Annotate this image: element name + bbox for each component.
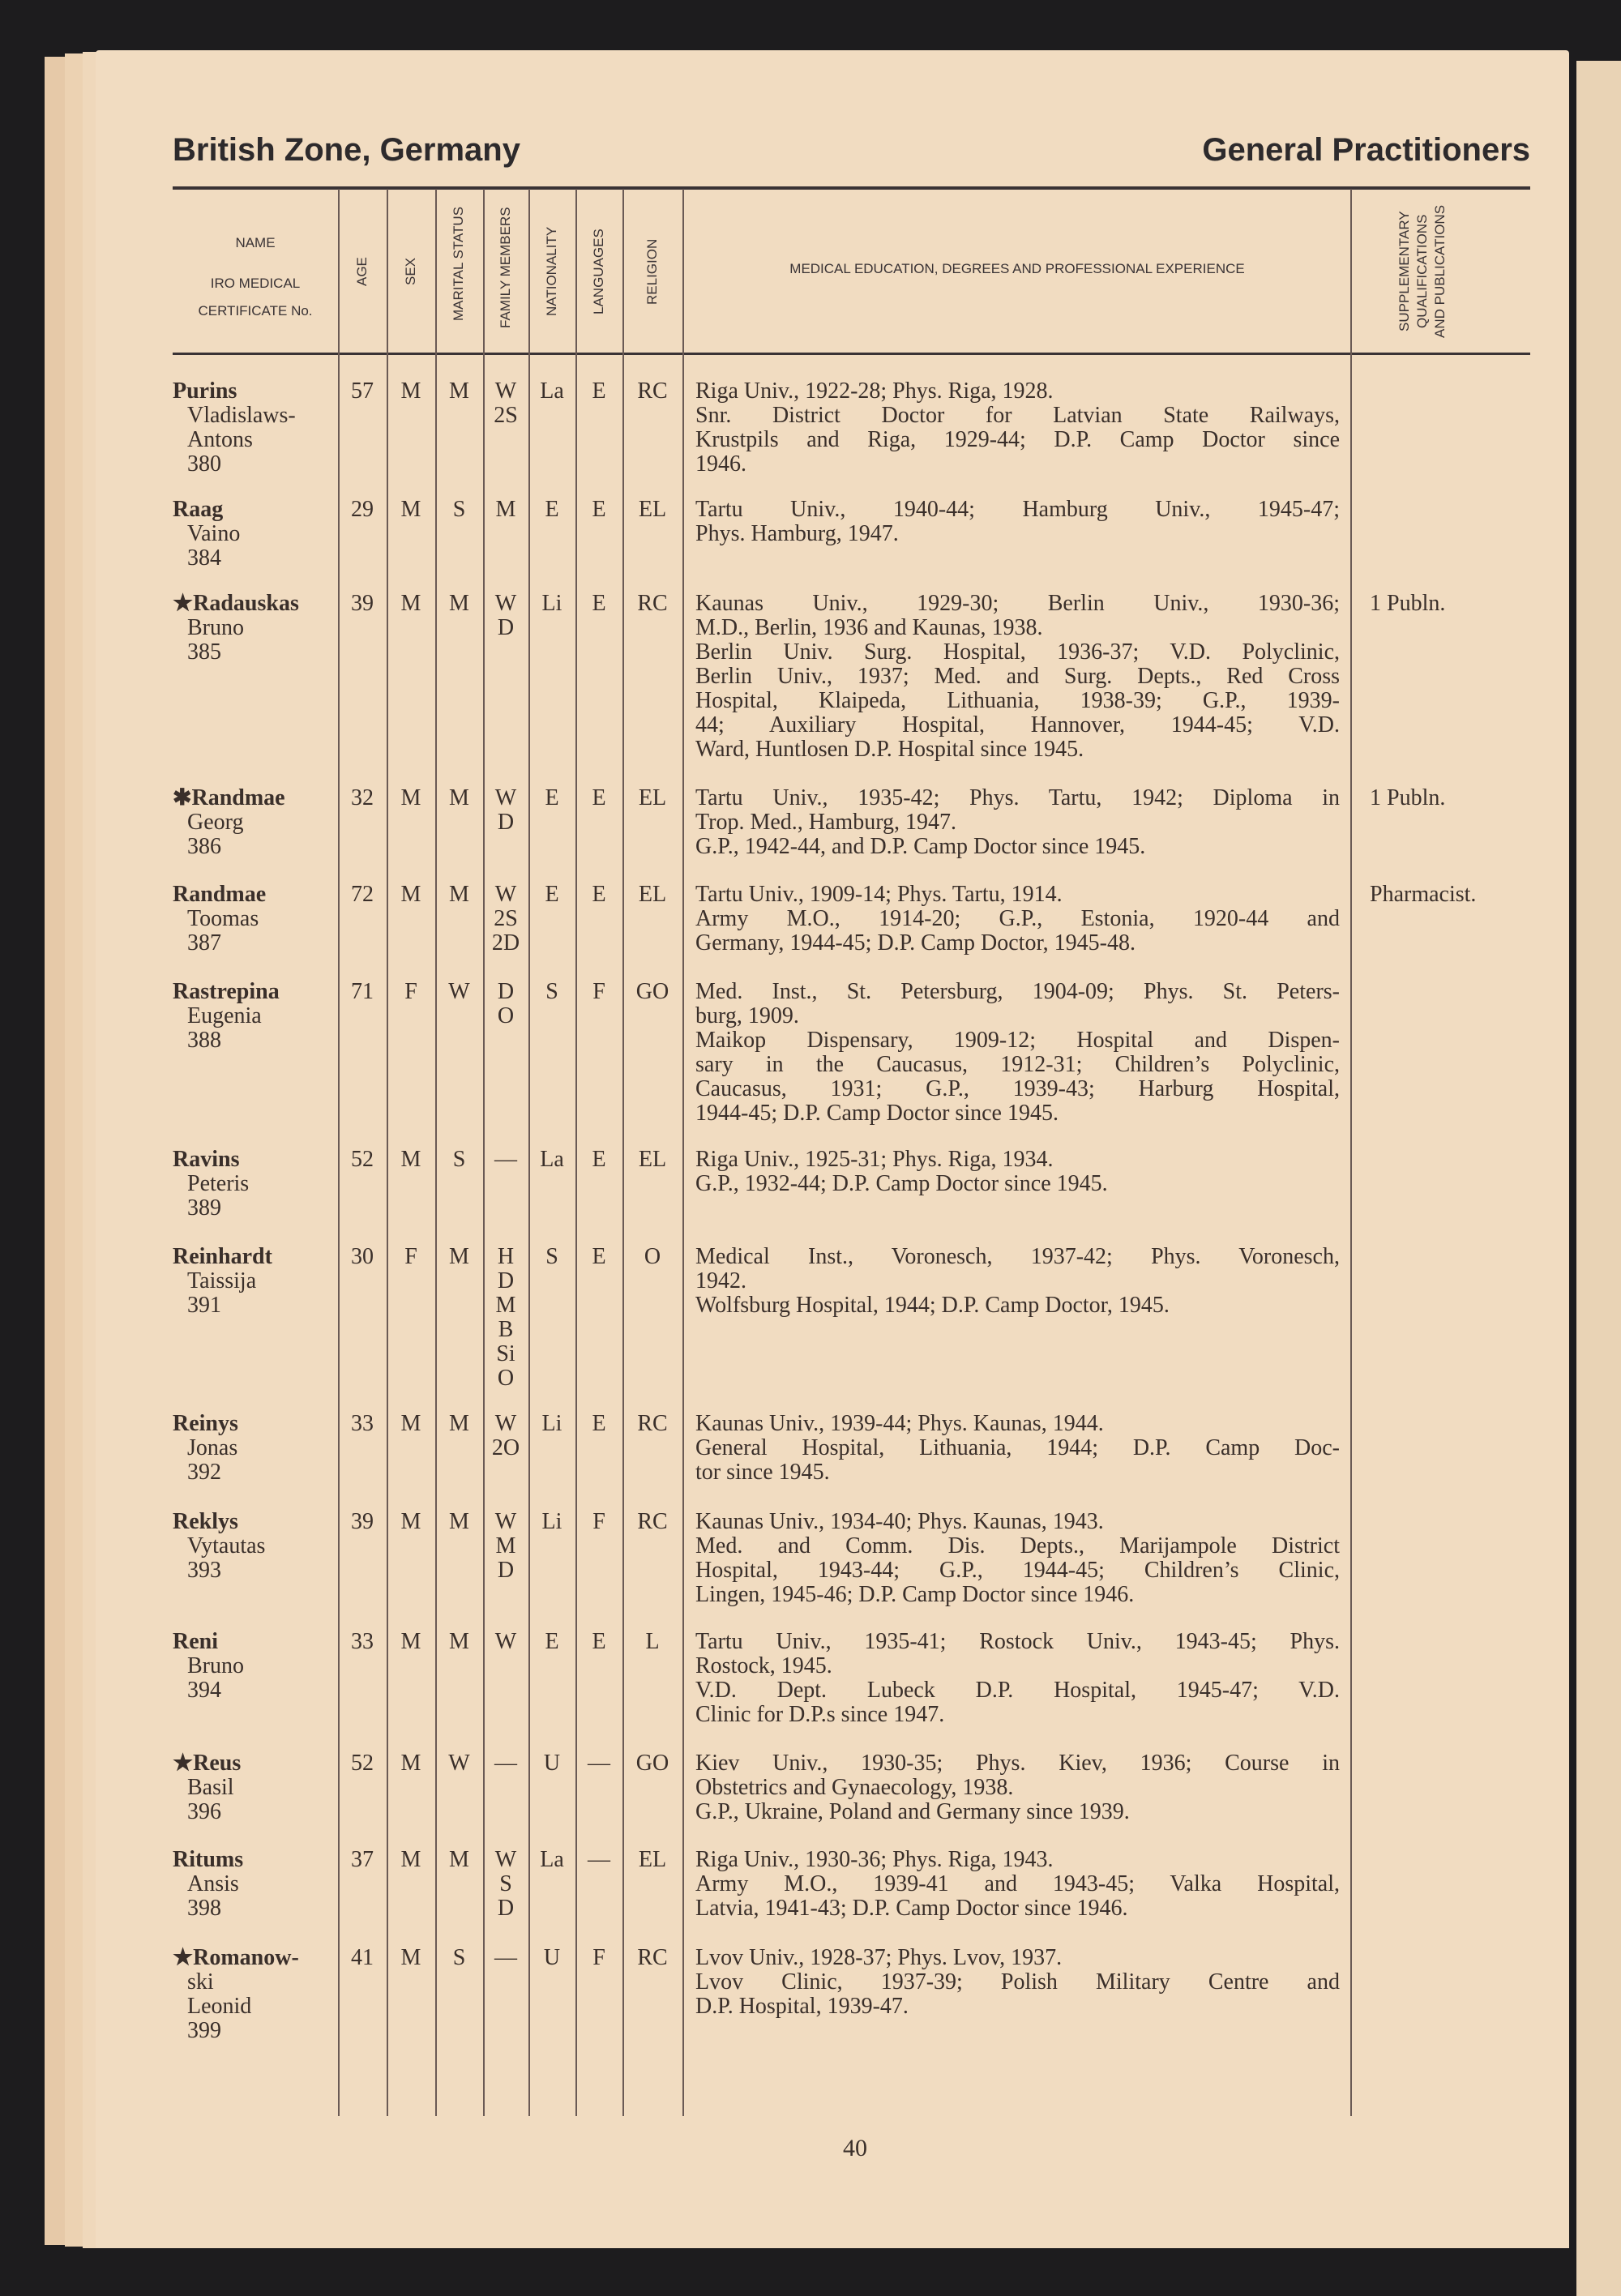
education-line: Hospital, 1943-44; G.P., 1944-45; Children’s Clinic,: [695, 1558, 1340, 1583]
education-line: tor since 1945.: [695, 1460, 830, 1485]
certificate-number: 385: [187, 639, 221, 665]
education-line: Wolfsburg Hospital, 1944; D.P. Camp Doctor, 1945.: [695, 1293, 1170, 1318]
family-cell: [483, 1848, 528, 1921]
nationality-cell: U: [543, 1751, 561, 1776]
religion-cell: RC: [637, 378, 668, 404]
education-line: Phys. Hamburg, 1947.: [695, 521, 899, 546]
surname: [173, 1510, 343, 1534]
nationality-cell: S: [545, 1244, 558, 1269]
supp-label-3: AND PUBLICATIONS: [1432, 204, 1448, 339]
age-cell: 52: [351, 1751, 374, 1776]
marital-cell: M: [449, 1509, 469, 1534]
marital-cell: M: [449, 1411, 469, 1436]
education-line: Riga Univ., 1930-36; Phys. Riga, 1943.: [695, 1847, 1054, 1872]
languages-cell: E: [592, 785, 606, 810]
education-cell: [695, 498, 1340, 546]
family-member: W: [494, 785, 517, 810]
given-name: ski: [187, 1969, 214, 1995]
languages-cell: F: [592, 979, 605, 1004]
certificate-number: 387: [187, 930, 221, 956]
age-cell: 52: [351, 1147, 374, 1172]
nationality-cell: U: [543, 1945, 561, 1970]
given-name: Jonas: [187, 1435, 238, 1460]
education-cell: [695, 1630, 1340, 1727]
given-name: Bruno: [187, 1653, 244, 1678]
education-line: M.D., Berlin, 1936 and Kaunas, 1938.: [695, 615, 1043, 640]
family-member: W: [494, 1847, 517, 1872]
certificate-number: 389: [187, 1195, 221, 1221]
family-member: —: [494, 1147, 517, 1172]
section-title: General Practitioners: [1202, 132, 1530, 168]
family-member: W: [494, 882, 517, 907]
column-header-languages: LANGUAGES: [591, 229, 606, 314]
column-header-education: MEDICAL EDUCATION, DEGREES AND PROFESSIONAL EXPERIENCE: [789, 261, 1245, 276]
education-line: Tartu Univ., 1909-14; Phys. Tartu, 1914.: [695, 882, 1063, 907]
practitioner-name: [173, 379, 343, 477]
marital-cell: M: [449, 591, 469, 616]
marital-cell: M: [449, 785, 469, 810]
star-icon: ✱: [173, 785, 192, 810]
surname: [173, 379, 343, 404]
age-cell: 71: [351, 979, 374, 1004]
education-line: Snr. District Doctor for Latvian State Railways,: [695, 403, 1340, 428]
education-line: Trop. Med., Hamburg, 1947.: [695, 810, 957, 835]
education-line: Clinic for D.P.s since 1947.: [695, 1702, 945, 1727]
given-name: Peteris: [187, 1171, 250, 1196]
column-header-supplementary: [1396, 199, 1449, 344]
sex-cell: M: [400, 1751, 421, 1776]
marital-cell: S: [452, 497, 466, 522]
family-cell: [483, 786, 528, 835]
family-member: —: [494, 1945, 517, 1970]
surname-text: Ravins: [173, 1147, 240, 1172]
education-line: Kiev Univ., 1930-35; Phys. Kiev, 1936; Course in: [695, 1751, 1340, 1776]
column-header-marital: MARITAL STATUS: [451, 206, 466, 321]
surname-text: Rastrepina: [173, 979, 280, 1004]
practitioner-name: [173, 1245, 343, 1318]
practitioner-name: [173, 786, 343, 859]
column-header-nationality: NATIONALITY: [544, 226, 559, 317]
languages-cell: E: [592, 1411, 606, 1436]
nationality-cell: E: [545, 1629, 559, 1654]
education-line: Tartu Univ., 1940-44; Hamburg Univ., 1945-47;: [695, 497, 1340, 522]
certificate-number: 396: [187, 1799, 221, 1824]
certificate-number: 384: [187, 545, 221, 571]
nationality-cell: Li: [541, 591, 562, 616]
given-name: Bruno: [187, 615, 244, 640]
sex-cell: M: [400, 882, 421, 907]
column-divider: [1350, 189, 1352, 2116]
top-rule: [173, 186, 1530, 190]
education-cell: [695, 592, 1340, 762]
marital-cell: M: [449, 1847, 469, 1872]
marital-cell: M: [449, 882, 469, 907]
family-member: W: [494, 378, 517, 404]
certificate-number: 386: [187, 834, 221, 859]
surname: [173, 883, 343, 907]
religion-cell: RC: [637, 1945, 668, 1970]
certificate-label: CERTIFICATE No.: [198, 303, 313, 319]
languages-cell: F: [592, 1509, 605, 1534]
age-cell: 39: [351, 591, 374, 616]
surname-text: Reus: [193, 1751, 242, 1776]
family-member: O: [497, 1366, 515, 1391]
family-cell: [483, 1148, 528, 1172]
family-member: M: [495, 1293, 516, 1318]
supplementary-cell: 1 Publn.: [1370, 591, 1446, 616]
given-name: Vladislaws-: [187, 403, 296, 428]
marital-cell: M: [449, 378, 469, 404]
education-line: G.P., Ukraine, Poland and Germany since 1939.: [695, 1799, 1130, 1824]
religion-cell: RC: [637, 1509, 668, 1534]
practitioner-name: [173, 1148, 343, 1221]
marital-cell: M: [449, 1244, 469, 1269]
supp-label-1: SUPPLEMENTARY: [1396, 211, 1412, 332]
religion-cell: EL: [638, 785, 667, 810]
family-member: D: [497, 810, 515, 835]
given-name: Ansis: [187, 1871, 239, 1896]
religion-cell: RC: [637, 591, 668, 616]
surname-text: Reklys: [173, 1509, 238, 1534]
family-member: H: [497, 1244, 515, 1269]
header-bottom-rule: [173, 353, 1530, 355]
star-icon: ★: [173, 591, 194, 616]
practitioner-name: [173, 1412, 343, 1485]
surname-text: Reinys: [173, 1411, 238, 1436]
certificate-number: 388: [187, 1028, 221, 1053]
family-member: W: [494, 1411, 517, 1436]
education-line: 44; Auxiliary Hospital, Hannover, 1944-45; V.D.: [695, 712, 1340, 738]
surname-text: Ritums: [173, 1847, 244, 1872]
education-line: Maikop Dispensary, 1909-12; Hospital and Dispen-: [695, 1028, 1340, 1053]
education-line: Lvov Clinic, 1937-39; Polish Military Centre and: [695, 1969, 1340, 1995]
marital-cell: W: [448, 979, 470, 1004]
surname: [173, 1630, 343, 1654]
certificate-number: 380: [187, 451, 221, 477]
education-line: Lingen, 1945-46; D.P. Camp Doctor since 1946.: [695, 1582, 1135, 1607]
family-member: 2O: [491, 1435, 520, 1460]
surname: [173, 1751, 343, 1776]
marital-cell: S: [452, 1945, 466, 1970]
education-line: burg, 1909.: [695, 1003, 799, 1028]
given-name: Toomas: [187, 906, 259, 931]
education-cell: [695, 1510, 1340, 1607]
nationality-cell: S: [545, 979, 558, 1004]
given-name: Vytautas: [187, 1533, 266, 1558]
age-cell: 57: [351, 378, 374, 404]
family-member: D: [497, 615, 515, 640]
education-line: Rostock, 1945.: [695, 1653, 832, 1678]
star-icon: ★: [173, 1945, 194, 1970]
age-cell: 41: [351, 1945, 374, 1970]
education-line: D.P. Hospital, 1939-47.: [695, 1994, 909, 2019]
supp-label-2: QUALIFICATIONS: [1414, 214, 1430, 329]
education-line: Kaunas Univ., 1939-44; Phys. Kaunas, 1944.: [695, 1411, 1104, 1436]
practitioner-name: [173, 1751, 343, 1824]
sex-cell: F: [404, 979, 417, 1004]
family-member: D: [497, 1896, 515, 1921]
page-number: 40: [843, 2135, 867, 2161]
surname-text: Radauskas: [193, 591, 299, 616]
education-cell: [695, 980, 1340, 1126]
education-line: Lvov Univ., 1928-37; Phys. Lvov, 1937.: [695, 1945, 1063, 1970]
education-cell: [695, 379, 1340, 477]
surname: [173, 1148, 343, 1172]
column-header-age: AGE: [354, 257, 370, 286]
family-member: —: [494, 1751, 517, 1776]
family-cell: [483, 1245, 528, 1391]
family-member: 2S: [494, 403, 518, 428]
education-line: Obstetrics and Gynaecology, 1938.: [695, 1775, 1014, 1800]
certificate-number: 399: [187, 2018, 221, 2043]
surname: [173, 498, 343, 522]
family-member: 2D: [491, 930, 520, 956]
education-line: Riga Univ., 1922-28; Phys. Riga, 1928.: [695, 378, 1054, 404]
religion-cell: GO: [635, 1751, 669, 1776]
languages-cell: —: [588, 1847, 610, 1872]
adjacent-page-edge: [1576, 61, 1621, 2296]
family-member: D: [497, 979, 515, 1004]
education-line: Tartu Univ., 1935-41; Rostock Univ., 1943-45; Phys.: [695, 1629, 1340, 1654]
languages-cell: —: [588, 1751, 610, 1776]
religion-cell: EL: [638, 497, 667, 522]
sex-cell: M: [400, 785, 421, 810]
education-line: Germany, 1944-45; D.P. Camp Doctor, 1945-48.: [695, 930, 1136, 956]
certificate-number: 391: [187, 1293, 221, 1318]
practitioner-name: [173, 498, 343, 571]
languages-cell: E: [592, 497, 606, 522]
sex-cell: M: [400, 1411, 421, 1436]
sex-cell: F: [404, 1244, 417, 1269]
age-cell: 72: [351, 882, 374, 907]
zone-title: British Zone, Germany: [173, 132, 520, 168]
family-member: M: [495, 1533, 516, 1558]
education-line: Med. Inst., St. Petersburg, 1904-09; Phys. St. Peters-: [695, 979, 1340, 1004]
languages-cell: E: [592, 1629, 606, 1654]
certificate-number: 398: [187, 1896, 221, 1921]
family-member: W: [494, 1629, 517, 1654]
family-cell: [483, 498, 528, 522]
education-line: Hospital, Klaipeda, Lithuania, 1938-39; G.P., 1939-: [695, 688, 1340, 713]
family-member: B: [498, 1317, 514, 1342]
iro-label: IRO MEDICAL: [210, 276, 301, 291]
nationality-cell: E: [545, 497, 559, 522]
education-line: Army M.O., 1939-41 and 1943-45; Valka Hospital,: [695, 1871, 1340, 1896]
nationality-cell: La: [540, 1847, 564, 1872]
family-cell: [483, 883, 528, 956]
education-line: Berlin Univ., 1937; Med. and Surg. Depts., Red Cross: [695, 664, 1340, 689]
age-cell: 37: [351, 1847, 374, 1872]
age-cell: 33: [351, 1629, 374, 1654]
sex-cell: M: [400, 1847, 421, 1872]
given-name: Antons: [187, 427, 253, 452]
surname-text: Randmae: [191, 785, 285, 810]
surname: [173, 1412, 343, 1436]
surname: [173, 592, 343, 616]
education-cell: [695, 1412, 1340, 1485]
certificate-number: 392: [187, 1460, 221, 1485]
education-line: Medical Inst., Voronesch, 1937-42; Phys. Voronesch,: [695, 1244, 1340, 1269]
sex-cell: M: [400, 1509, 421, 1534]
family-member: D: [497, 1558, 515, 1583]
education-cell: [695, 1245, 1340, 1318]
column-divider: [682, 189, 684, 2116]
age-cell: 29: [351, 497, 374, 522]
supplementary-cell: Pharmacist.: [1370, 882, 1477, 907]
education-line: Tartu Univ., 1935-42; Phys. Tartu, 1942; Diploma in: [695, 785, 1340, 810]
religion-cell: O: [644, 1244, 661, 1269]
religion-cell: RC: [637, 1411, 668, 1436]
education-line: Ward, Huntlosen D.P. Hospital since 1945.: [695, 737, 1084, 762]
column-header-family: FAMILY MEMBERS: [498, 207, 513, 328]
marital-cell: S: [452, 1147, 466, 1172]
age-cell: 33: [351, 1411, 374, 1436]
nationality-cell: La: [540, 1147, 564, 1172]
education-cell: [695, 1751, 1340, 1824]
family-cell: [483, 379, 528, 428]
education-line: Caucasus, 1931; G.P., 1939-43; Harburg Hospital,: [695, 1076, 1340, 1101]
family-member: S: [499, 1871, 512, 1896]
given-name: Georg: [187, 810, 244, 835]
given-name: Basil: [187, 1775, 234, 1800]
surname-text: Romanow-: [193, 1945, 299, 1970]
supplementary-cell: 1 Publn.: [1370, 785, 1446, 810]
family-cell: [483, 1751, 528, 1776]
marital-cell: M: [449, 1629, 469, 1654]
practitioner-name: [173, 980, 343, 1053]
age-cell: 39: [351, 1509, 374, 1534]
family-cell: [483, 592, 528, 640]
education-line: G.P., 1932-44; D.P. Camp Doctor since 1945.: [695, 1171, 1108, 1196]
religion-cell: L: [645, 1629, 660, 1654]
given-name: Vaino: [187, 521, 241, 546]
education-line: Krustpils and Riga, 1929-44; D.P. Camp Doctor since: [695, 427, 1340, 452]
nationality-cell: Li: [541, 1411, 562, 1436]
sex-cell: M: [400, 591, 421, 616]
education-line: Med. and Comm. Dis. Depts., Marijampole District: [695, 1533, 1340, 1558]
family-member: 2S: [494, 906, 518, 931]
nationality-cell: La: [540, 378, 564, 404]
nationality-cell: E: [545, 785, 559, 810]
certificate-number: 393: [187, 1558, 221, 1583]
education-line: Kaunas Univ., 1934-40; Phys. Kaunas, 1943.: [695, 1509, 1104, 1534]
family-member: D: [497, 1268, 515, 1293]
star-icon: ★: [173, 1751, 194, 1776]
family-member: Si: [496, 1341, 515, 1366]
given-name: Taissija: [187, 1268, 257, 1293]
marital-cell: W: [448, 1751, 470, 1776]
religion-cell: EL: [638, 882, 667, 907]
surname-text: Purins: [173, 378, 237, 404]
practitioner-name: [173, 1510, 343, 1583]
practitioner-name: [173, 1848, 343, 1921]
education-line: Latvia, 1941-43; D.P. Camp Doctor since 1946.: [695, 1896, 1128, 1921]
family-cell: [483, 1630, 528, 1654]
practitioner-name: [173, 883, 343, 956]
practitioner-name: [173, 1946, 343, 2043]
family-member: O: [497, 1003, 515, 1028]
surname: [173, 980, 343, 1004]
given-name: Leonid: [187, 1994, 252, 2019]
languages-cell: E: [592, 882, 606, 907]
family-member: W: [494, 591, 517, 616]
given-name: Eugenia: [187, 1003, 262, 1028]
age-cell: 30: [351, 1244, 374, 1269]
education-line: 1946.: [695, 451, 746, 477]
practitioner-name: [173, 1630, 343, 1703]
family-cell: [483, 1946, 528, 1970]
education-line: Berlin Univ. Surg. Hospital, 1936-37; V.D. Polyclinic,: [695, 639, 1340, 665]
languages-cell: E: [592, 591, 606, 616]
languages-cell: F: [592, 1945, 605, 1970]
languages-cell: E: [592, 378, 606, 404]
education-line: 1944-45; D.P. Camp Doctor since 1945.: [695, 1101, 1059, 1126]
education-line: sary in the Caucasus, 1912-31; Children’s Polyclinic,: [695, 1052, 1340, 1077]
education-cell: [695, 1148, 1340, 1196]
education-cell: [695, 1946, 1340, 2019]
education-cell: [695, 883, 1340, 956]
surname-text: Reni: [173, 1629, 218, 1654]
languages-cell: E: [592, 1147, 606, 1172]
family-cell: [483, 1510, 528, 1583]
certificate-number: 394: [187, 1678, 221, 1703]
family-cell: [483, 980, 528, 1028]
name-label: NAME: [235, 235, 276, 250]
surname: [173, 786, 343, 810]
sex-cell: M: [400, 1147, 421, 1172]
education-cell: [695, 786, 1340, 859]
education-line: V.D. Dept. Lubeck D.P. Hospital, 1945-47; V.D.: [695, 1678, 1340, 1703]
surname: [173, 1946, 343, 1970]
column-header-sex: SEX: [403, 257, 418, 286]
education-line: Army M.O., 1914-20; G.P., Estonia, 1920-44 and: [695, 906, 1340, 931]
practitioner-name: [173, 592, 343, 665]
religion-cell: GO: [635, 979, 669, 1004]
surname: [173, 1245, 343, 1269]
nationality-cell: E: [545, 882, 559, 907]
sex-cell: M: [400, 497, 421, 522]
sex-cell: M: [400, 1629, 421, 1654]
column-header-religion: RELIGION: [644, 238, 660, 305]
surname: [173, 1848, 343, 1872]
family-member: M: [495, 497, 516, 522]
religion-cell: EL: [638, 1147, 667, 1172]
education-cell: [695, 1848, 1340, 1921]
surname-text: Randmae: [173, 882, 267, 907]
education-line: 1942.: [695, 1268, 746, 1293]
education-line: Riga Univ., 1925-31; Phys. Riga, 1934.: [695, 1147, 1054, 1172]
sex-cell: M: [400, 1945, 421, 1970]
religion-cell: EL: [638, 1847, 667, 1872]
age-cell: 32: [351, 785, 374, 810]
family-cell: [483, 1412, 528, 1460]
nationality-cell: Li: [541, 1509, 562, 1534]
education-line: General Hospital, Lithuania, 1944; D.P. Camp Doc-: [695, 1435, 1340, 1460]
surname-text: Raag: [173, 497, 224, 522]
languages-cell: E: [592, 1244, 606, 1269]
education-line: G.P., 1942-44, and D.P. Camp Doctor since 1945.: [695, 834, 1146, 859]
education-line: Kaunas Univ., 1929-30; Berlin Univ., 1930-36;: [695, 591, 1340, 616]
sex-cell: M: [400, 378, 421, 404]
surname-text: Reinhardt: [173, 1244, 272, 1269]
column-header-name: [173, 229, 338, 325]
family-member: W: [494, 1509, 517, 1534]
